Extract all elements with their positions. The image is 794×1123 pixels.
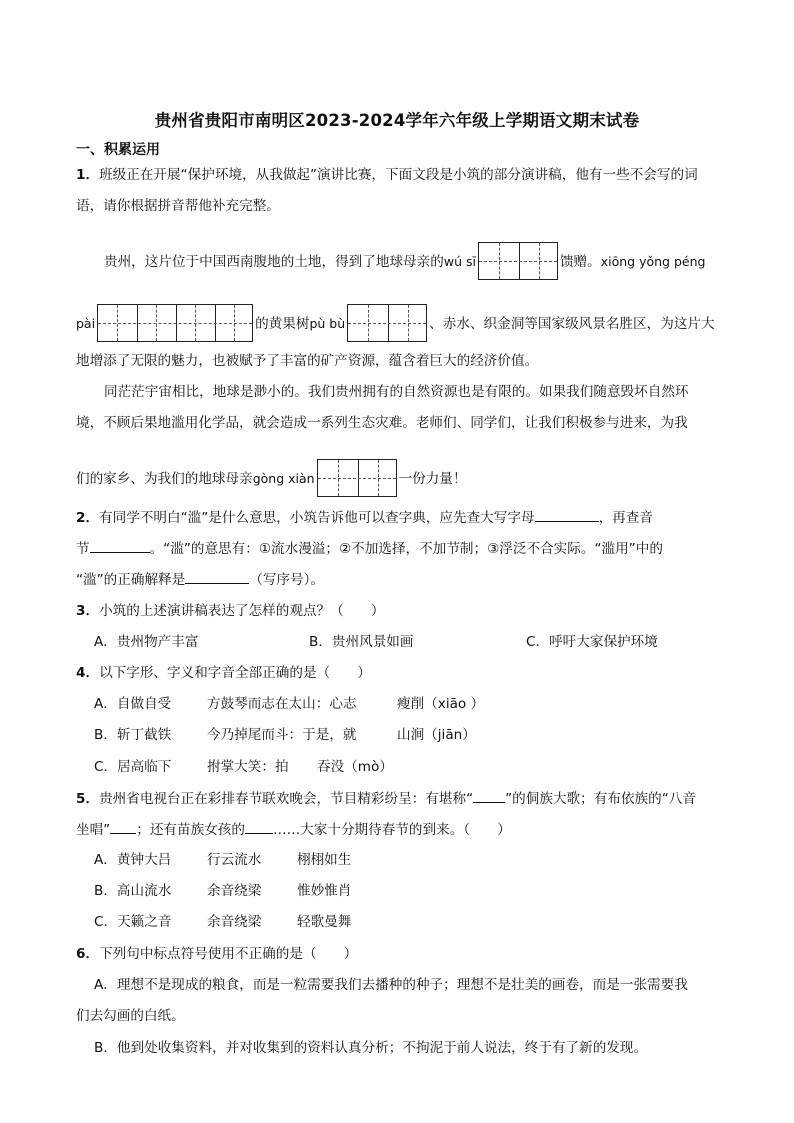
q6-option-b[interactable]: B．他到处收集资料，并对收集到的资料认真分析；不拘泥于前人说法，终于有了新的发现。 [94, 1040, 648, 1056]
q1-para5: 境，不顾后果地滥用化学品，就会造成一系列生态灾难。老师们、同学们，让我们积极参与进来，为我 [76, 415, 688, 431]
q4-option-c[interactable]: C．居高临下 拊掌大笑：拍 吞没（mò） [94, 759, 393, 775]
q2-line1: 2．有同学不明白“滥”是什么意思，小筑告诉他可以查字典，应先查大写字母 ，再查音 [76, 507, 653, 528]
q1-para4: 同茫茫宇宙相比，地球是渺小的。我们贵州拥有的自然资源也是有限的。如果我们随意毁坏自然环 [104, 384, 689, 400]
page-title: 贵州省贵阳市南明区2023-2024学年六年级上学期语文期末试卷 [154, 111, 640, 130]
answer-blank-meaning[interactable] [185, 569, 249, 584]
answer-grid-pubu[interactable] [347, 304, 427, 342]
q1-para6: 们的家乡、为我们的地球母亲gòng xiàn 一份力量！ [76, 460, 467, 498]
answer-grid-xiongyongpengpai[interactable] [97, 304, 253, 342]
q5-option-b[interactable]: B．高山流水 余音绕梁 惟妙惟肖 [94, 883, 352, 899]
q1-para3: 地增添了无限的魅力，也被赋予了丰富的矿产资源，蕴含着巨大的经济价值。 [76, 353, 539, 369]
answer-blank-5c[interactable] [245, 819, 273, 834]
q3-option-a[interactable]: A．贵州物产丰富 [94, 634, 199, 650]
q4-option-b[interactable]: B．斩丁截铁 今乃掉尾而斗：于是，就 山涧（jiān） [94, 727, 476, 743]
q2-line3: “滥”的正确解释是 （写序号）。 [76, 569, 324, 590]
answer-blank-5a[interactable] [473, 788, 505, 803]
q3-options [94, 632, 658, 652]
q4-option-a[interactable]: A．自做自受 方鼓琴而志在太山：心志 瘦削（xiāo ） [94, 696, 485, 712]
q3-option-c[interactable]: C．呼吁大家保护环境 [526, 634, 658, 650]
q5-line1: 5．贵州省电视台正在彩排春节联欢晚会，节目精彩纷呈：有堪称“ ”的侗族大歌；有布依族的“八音 [76, 788, 696, 809]
q1-line1: 1．班级正在开展“保护环境，从我做起”演讲比赛，下面文段是小筑的部分演讲稿，他有一些不会写的词 [76, 167, 698, 183]
q6-option-a-line1[interactable]: A．理想不是现成的粮食，而是一粒需要我们去播种的种子；理想不是壮美的画卷，而是一张需要我 [94, 977, 688, 993]
q1-para1: 贵州，这片位于中国西南腹地的土地，得到了地球母亲的wú sī 馈赠。xiōng yǒng péng [104, 243, 705, 281]
q6-stem: 6．下列句中标点符号使用不正确的是（ ） [76, 946, 358, 962]
answer-grid-gongxian[interactable] [317, 459, 397, 497]
q6-option-a-line2: 们去勾画的白纸。 [76, 1008, 185, 1024]
answer-blank-letter[interactable] [535, 507, 599, 522]
answer-grid-wusi[interactable] [478, 242, 558, 280]
answer-blank-syllable[interactable] [90, 538, 150, 553]
q3-option-b[interactable]: B．贵州风景如画 [309, 634, 414, 650]
q2-line2: 节 。“滥”的意思有：①流水漫溢；②不加选择，不加节制；③浮泛不合实际。“滥用”中的 [76, 538, 663, 559]
q1-para2: pài 的黄果树pù bù 、赤水、织金洞等国家级风景名胜区，为这片大 [76, 305, 715, 343]
q5-option-a[interactable]: A．黄钟大吕 行云流水 栩栩如生 [94, 852, 352, 868]
q4-stem: 4．以下字形、字义和字音全部正确的是（ ） [76, 665, 371, 681]
section-heading: 一、积累运用 [76, 142, 160, 158]
q5-line2: 坐唱” ；还有苗族女孩的 ……大家十分期待春节的到来。（ ） [76, 819, 511, 840]
q1-number: 1． [76, 167, 100, 183]
q1-line2: 语，请你根据拼音帮他补充完整。 [76, 198, 280, 214]
q3-stem: 3．小筑的上述演讲稿表达了怎样的观点？（ ） [76, 603, 385, 619]
q5-option-c[interactable]: C．天籁之音 余音绕梁 轻歌曼舞 [94, 914, 352, 930]
answer-blank-5b[interactable] [110, 819, 136, 834]
